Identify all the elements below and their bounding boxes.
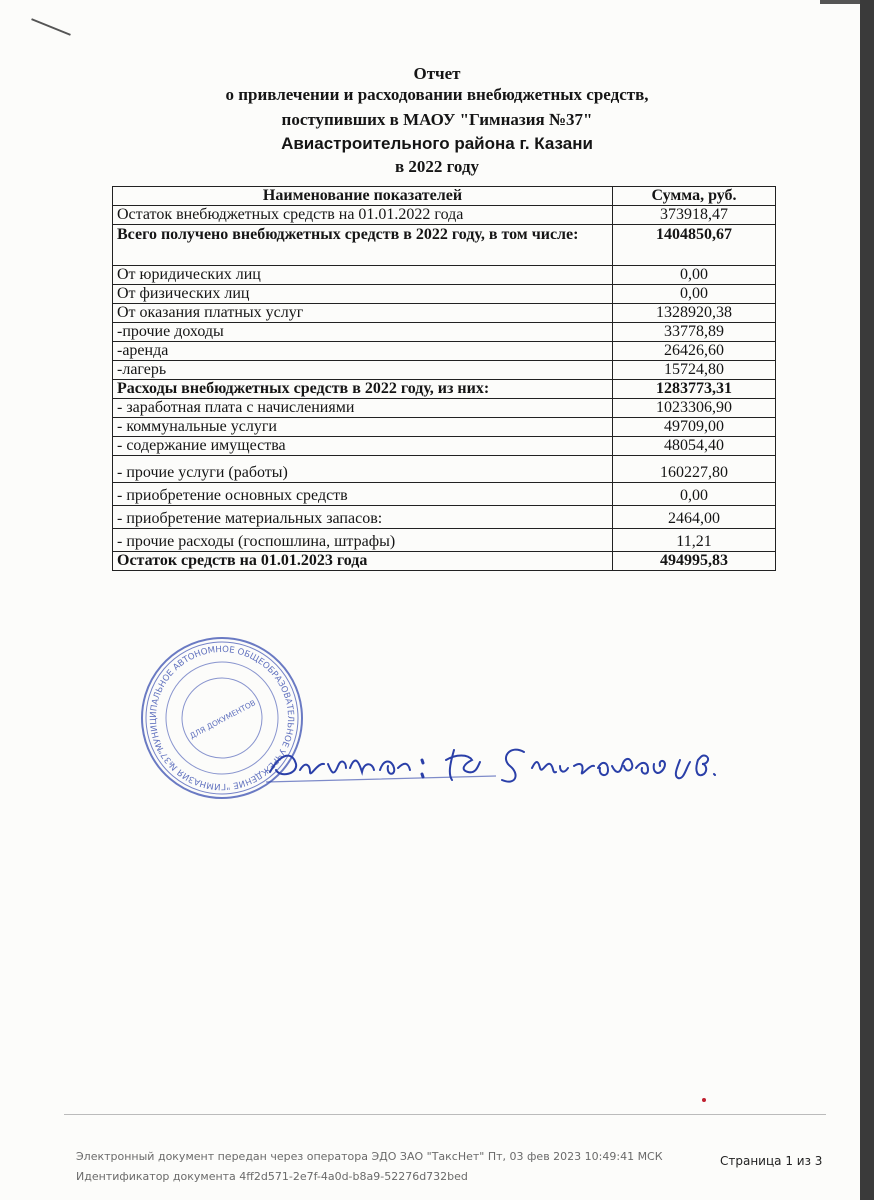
table-row [113, 418, 776, 437]
header-amount: Сумма, руб. [613, 187, 776, 206]
row-amount: 11,21 [613, 529, 776, 552]
report-table [112, 186, 776, 571]
row-name: -аренда [113, 342, 613, 361]
row-name: - приобретение основных средств [113, 483, 613, 506]
row-name: От оказания платных услуг [113, 304, 613, 323]
row-name: - заработная плата с начислениями [113, 399, 613, 418]
footer-divider [64, 1114, 826, 1115]
row-amount: 26426,60 [613, 342, 776, 361]
row-name: Остаток внебюджетных средств на 01.01.2022 года [113, 206, 613, 225]
row-amount: 33778,89 [613, 323, 776, 342]
row-name: - прочие услуги (работы) [113, 456, 613, 483]
row-amount: 2464,00 [613, 506, 776, 529]
scan-red-dot [702, 1098, 706, 1102]
scan-page-edge [860, 0, 874, 1200]
table-row [113, 323, 776, 342]
row-name: Расходы внебюджетных средств в 2022 году, из них: [113, 380, 613, 399]
table-header-row [113, 187, 776, 206]
row-name: Остаток средств на 01.01.2023 года [113, 552, 613, 571]
table-row [113, 529, 776, 552]
scan-top-mark [820, 0, 860, 4]
stamp-ring-text: МУНИЦИПАЛЬНОЕ АВТОНОМНОЕ ОБЩЕОБРАЗОВАТЕЛЬНОЕ УЧРЕЖДЕНИЕ "ГИМНАЗИЯ №37" [148, 644, 296, 792]
row-amount: 49709,00 [613, 418, 776, 437]
scan-artifact [31, 18, 71, 36]
row-amount: 15724,80 [613, 361, 776, 380]
table-row [113, 304, 776, 323]
row-amount: 373918,47 [613, 206, 776, 225]
title-line-5: в 2022 году [394, 157, 480, 176]
row-name: От физических лиц [113, 285, 613, 304]
row-amount: 0,00 [613, 266, 776, 285]
title-line-4: Авиастроительного района г. Казани [281, 134, 593, 153]
row-name: - приобретение материальных запасов: [113, 506, 613, 529]
table-row [113, 456, 776, 483]
table-row [113, 552, 776, 571]
table-row [113, 506, 776, 529]
row-amount: 0,00 [613, 483, 776, 506]
table-row [113, 225, 776, 266]
table-row [113, 361, 776, 380]
table-row [113, 342, 776, 361]
row-amount: 160227,80 [613, 456, 776, 483]
table-row [113, 437, 776, 456]
table-row [113, 483, 776, 506]
footer-document-id: Идентификатор документа 4ff2d571-2e7f-4a0d-b8a9-52276d732bed [76, 1170, 468, 1183]
footer-operator-line: Электронный документ передан через оператора ЭДО ЗАО "ТаксНет" Пт, 03 фев 2023 10:49:41 МСК [76, 1150, 663, 1163]
row-amount: 1328920,38 [613, 304, 776, 323]
title-line-1: Отчет [413, 64, 461, 83]
signature-drawing [262, 730, 742, 800]
row-amount: 1404850,67 [613, 225, 776, 266]
title-line-2: о привлечении и расходовании внебюджетных средств, [225, 85, 649, 104]
table-row [113, 266, 776, 285]
row-name: - коммунальные услуги [113, 418, 613, 437]
table-row [113, 380, 776, 399]
row-name: -прочие доходы [113, 323, 613, 342]
table-row [113, 399, 776, 418]
row-amount: 0,00 [613, 285, 776, 304]
table-row [113, 206, 776, 225]
title-line-3: поступивших в МАОУ "Гимназия №37" [281, 110, 593, 129]
row-name: -лагерь [113, 361, 613, 380]
row-name: - содержание имущества [113, 437, 613, 456]
row-amount: 48054,40 [613, 437, 776, 456]
row-name: От юридических лиц [113, 266, 613, 285]
row-amount: 494995,83 [613, 552, 776, 571]
row-amount: 1023306,90 [613, 399, 776, 418]
footer-page-number: Страница 1 из 3 [720, 1154, 823, 1168]
row-amount: 1283773,31 [613, 380, 776, 399]
table-row [113, 285, 776, 304]
stamp-center-text: ДЛЯ ДОКУМЕНТОВ [188, 698, 258, 741]
header-indicator: Наименование показателей [113, 187, 613, 206]
row-name: - прочие расходы (госпошлина, штрафы) [113, 529, 613, 552]
row-name: Всего получено внебюджетных средств в 2022 году, в том числе: [113, 225, 613, 266]
director-signature [262, 730, 742, 800]
